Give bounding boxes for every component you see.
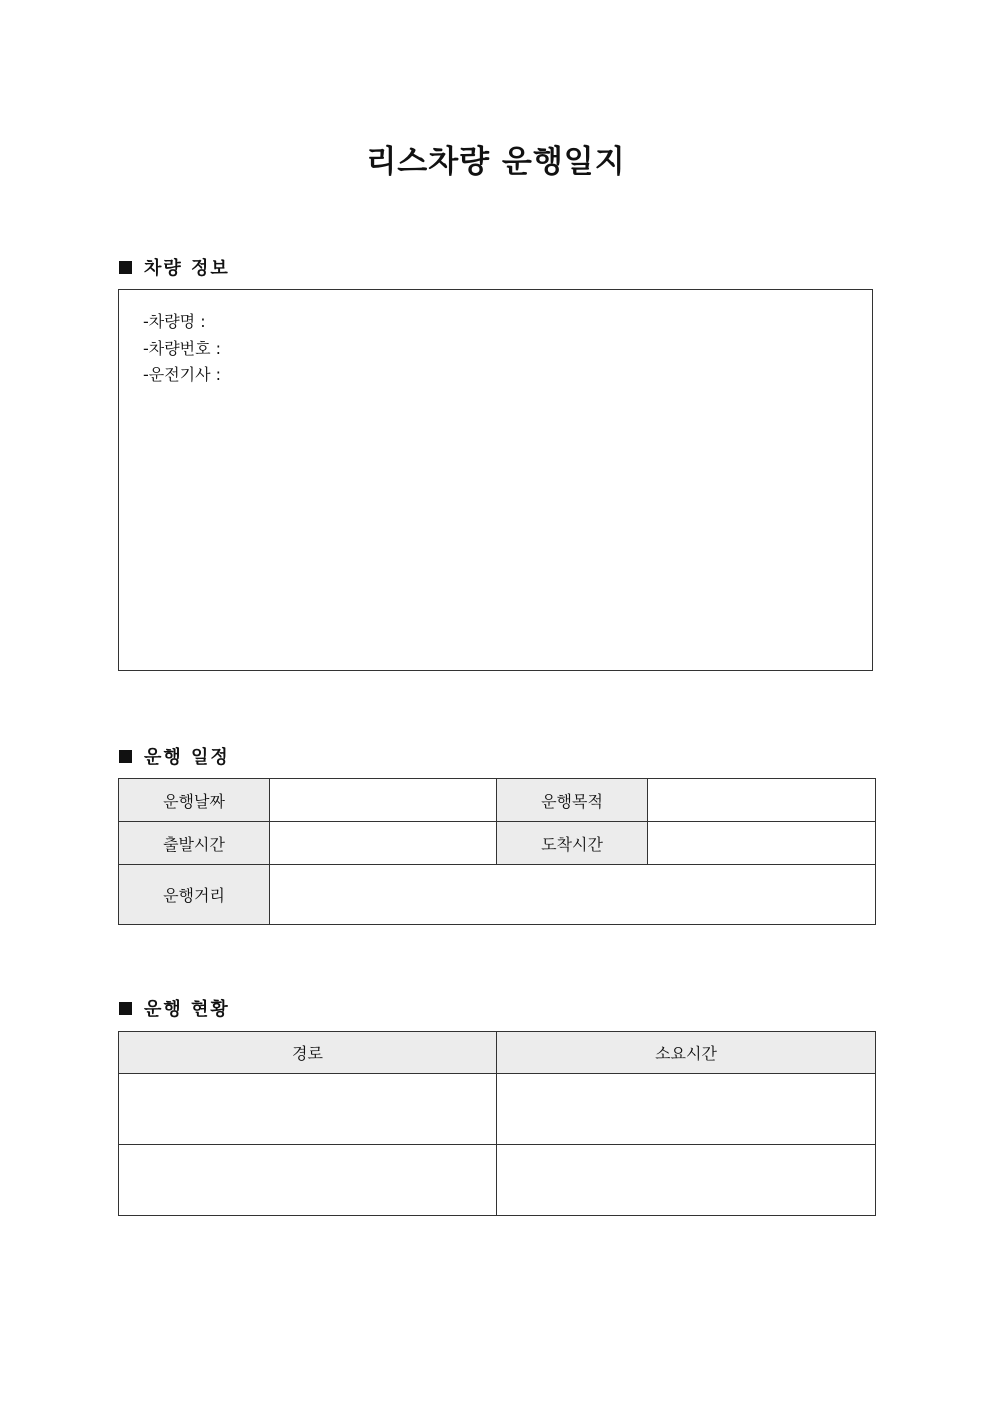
section-heading-vehicle-info (119, 254, 230, 280)
distance-label: 운행거리 (119, 865, 270, 925)
table-row (119, 1145, 876, 1216)
duration-cell[interactable] (497, 1145, 876, 1216)
section-heading-label: 차량 정보 (144, 258, 230, 279)
purpose-value-cell[interactable] (648, 779, 876, 822)
section-heading-status (119, 995, 230, 1021)
table-row (119, 822, 876, 865)
vehicle-info-lines (143, 309, 221, 389)
section-heading-label: 운행 현황 (144, 999, 230, 1020)
document-title: 리스차량 운행일지 (366, 144, 626, 180)
date-value-cell[interactable] (270, 779, 497, 822)
driver-line: -운전기사 : (143, 365, 222, 384)
status-table (118, 1031, 876, 1216)
schedule-table (118, 778, 876, 925)
section-heading-schedule (119, 743, 230, 769)
square-bullet-icon (119, 1002, 132, 1015)
departure-label: 출발시간 (119, 822, 270, 865)
date-label: 운행날짜 (119, 779, 270, 822)
duration-cell[interactable] (497, 1074, 876, 1145)
vehicle-name-line: -차량명 : (143, 312, 206, 331)
arrival-label: 도착시간 (497, 822, 648, 865)
table-header-row (119, 1032, 876, 1074)
vehicle-number-line: -차량번호 : (143, 338, 222, 358)
square-bullet-icon (119, 750, 132, 763)
purpose-label: 운행목적 (497, 779, 648, 822)
vehicle-info-box (118, 289, 873, 671)
section-heading-label: 운행 일정 (144, 747, 230, 768)
duration-column-header: 소요시간 (497, 1032, 876, 1074)
route-cell[interactable] (119, 1145, 497, 1216)
arrival-value-cell[interactable] (648, 822, 876, 865)
route-cell[interactable] (119, 1074, 497, 1145)
departure-value-cell[interactable] (270, 822, 497, 865)
table-row (119, 1074, 876, 1145)
table-row (119, 779, 876, 822)
table-row (119, 865, 876, 925)
route-column-header: 경로 (119, 1032, 497, 1074)
square-bullet-icon (119, 261, 132, 274)
distance-value-cell[interactable] (270, 865, 876, 925)
